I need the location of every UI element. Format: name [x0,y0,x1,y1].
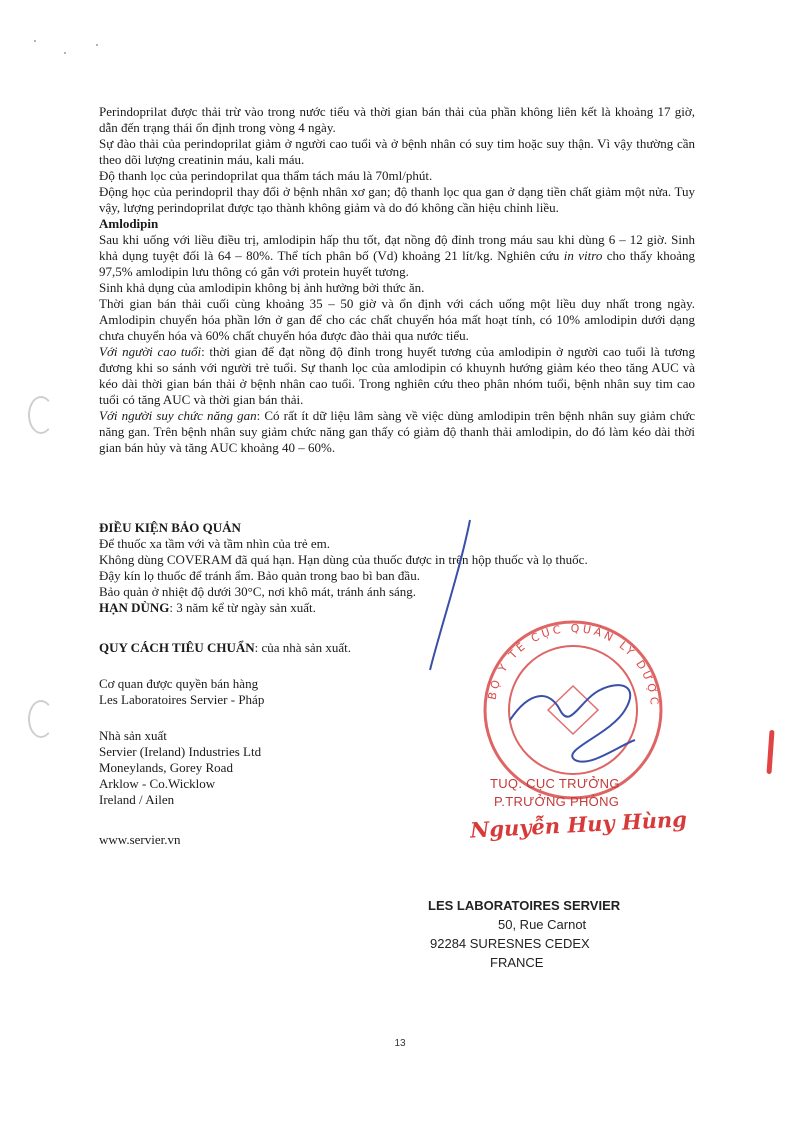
storage-line: Để thuốc xa tầm với và tầm nhìn của trẻ em. [99,536,331,551]
amlodipin-food: Sinh khả dụng của amlodipin không bị ảnh hưởng bởi thức ăn. [99,280,425,295]
company-stamp [428,896,628,972]
company-stamp-line: 50, Rue Carnot [498,917,587,932]
standard-label: QUY CÁCH TIÊU CHUẨN [99,640,255,655]
perindoprilat-elderly: Sự đào thải của perindoprilat giảm ở người cao tuổi và ở bệnh nhân có suy tim hoặc suy thận. Vì vậy thường cần theo dõi lượng creatinin máu, kali máu. [99,136,695,167]
seal-emblem [548,686,598,734]
perindopril-cirrhosis: Động học của perindopril thay đổi ở bệnh nhân xơ gan; độ thanh lọc qua gan ở dạng tiền chất giảm một nửa. Tuy vậy, lượng perindoprilat được tạo thành không giảm và do đó không cần hiệu chỉnh liều. [99,184,695,215]
signer-name: Nguyễn Huy Hùng [469,806,688,843]
company-stamp-line: FRANCE [490,955,544,970]
amlodipin-half-life: Thời gian bán thải cuối cùng khoảng 35 – 50 giờ và ổn định với cách uống một liều duy nhất trong ngày. Amlodipin chuyển hóa phần lớn ở gan để cho các chất chuyển hóa mất hoạt tính, có 10% amlodipin dưới dạng chưa chuyển hóa và 60% chất chuyển hóa được đào thải qua nước tiểu. [99,296,695,343]
scan-speck [64,52,66,54]
distributor-name: Les Laboratoires Servier - Pháp [99,692,265,707]
standard-section: QUY CÁCH TIÊU CHUẨN: của nhà sản xuất. [99,640,352,655]
manufacturer-label: Nhà sản xuất [99,728,167,743]
manufacturer-line: Arklow - Co.Wicklow [99,776,216,791]
pharmacokinetics-section [99,104,695,456]
storage-line: Không dùng COVERAM đã quá hạn. Hạn dùng của thuốc được in trên hộp thuốc và lọ thuốc. [99,552,588,567]
amlodipin-elderly: Với người cao tuổi: thời gian để đạt nồng độ đỉnh trong huyết tương của amlodipin ở người cao tuổi là tương đương khi so sánh với người trẻ tuổi. Sự thanh lọc của amlodipin có khuynh hướng giảm kéo theo tăng AUC và kéo dài thời gian bán thải ở bệnh nhân cao tuổi. Trong nghiên cứu theo phân nhóm tuổi, bệnh nhân suy tim cao tuổi có tăng AUC và thời gian bán thải. [99,344,696,407]
distributor-section [99,676,264,708]
binder-hole-top [28,396,54,434]
manufacturer-line: Moneylands, Gorey Road [99,760,233,775]
perindoprilat-elimination: Perindoprilat được thải trừ vào trong nước tiểu và thời gian bán thải của phần không liên kết là khoảng 17 giờ, dẫn đến trạng thái ổn định trong vòng 4 ngày. [99,104,695,135]
binder-hole-bottom [28,700,54,738]
company-stamp-line: LES LABORATOIRES SERVIER [428,898,621,913]
expiry-line: HẠN DÙNG: 3 năm kể từ ngày sản xuất. [99,600,316,615]
amlodipin-heading: Amlodipin [99,216,159,231]
amlodipin-absorption: Sau khi uống với liều điều trị, amlodipin hấp thu tốt, đạt nồng độ đỉnh trong máu sau khi dùng 6 – 12 giờ. Sinh khả dụng tuyệt đối là 64 – 80%. Thể tích phân bố (Vd) khoảng 21 lít/kg. Nghiên cứu in vitro cho thấy khoảng 97,5% amlodipin lưu thông có gắn với protein huyết tương. [99,232,696,279]
signer-title-2: P.TRƯỞNG PHÒNG [494,794,620,809]
storage-line: Đậy kín lọ thuốc để tránh ẩm. Bảo quản trong bao bì ban đầu. [99,568,420,583]
distributor-label: Cơ quan được quyền bán hàng [99,676,259,691]
amlodipin-liver: Với người suy chức năng gan: Có rất ít dữ liệu lâm sàng về việc dùng amlodipin trên bệnh nhân suy giảm chức năng gan. Trên bệnh nhân suy giảm chức năng gan thấy có giảm độ thanh thải amlodipin, do đó làm kéo dài thời gian bán hủy và tăng AUC khoảng 40 – 60%. [99,408,696,455]
company-stamp-line: 92284 SURESNES CEDEX [430,936,590,951]
manufacturer-section [99,728,261,808]
manufacturer-line: Ireland / Ailen [99,792,175,807]
page-number: 13 [394,1038,406,1049]
manufacturer-line: Servier (Ireland) Industries Ltd [99,744,262,759]
red-pen-mark [766,730,774,774]
perindoprilat-dialysis: Độ thanh lọc của perindoprilat qua thẩm tách máu là 70ml/phút. [99,168,433,183]
storage-heading: ĐIỀU KIỆN BẢO QUẢN [99,520,241,535]
storage-line: Bảo quản ở nhiệt độ dưới 30°C, nơi khô mát, tránh ánh sáng. [99,584,417,599]
signer-title-1: TUQ. CỤC TRƯỞNG [490,776,620,791]
seal-ring-text: BỘ Y TẾ CỤC QUẢN LÝ DƯỢC [485,621,662,709]
scan-speck [96,44,98,46]
scan-speck [34,40,36,42]
website-link[interactable]: www.servier.vn [99,832,181,847]
